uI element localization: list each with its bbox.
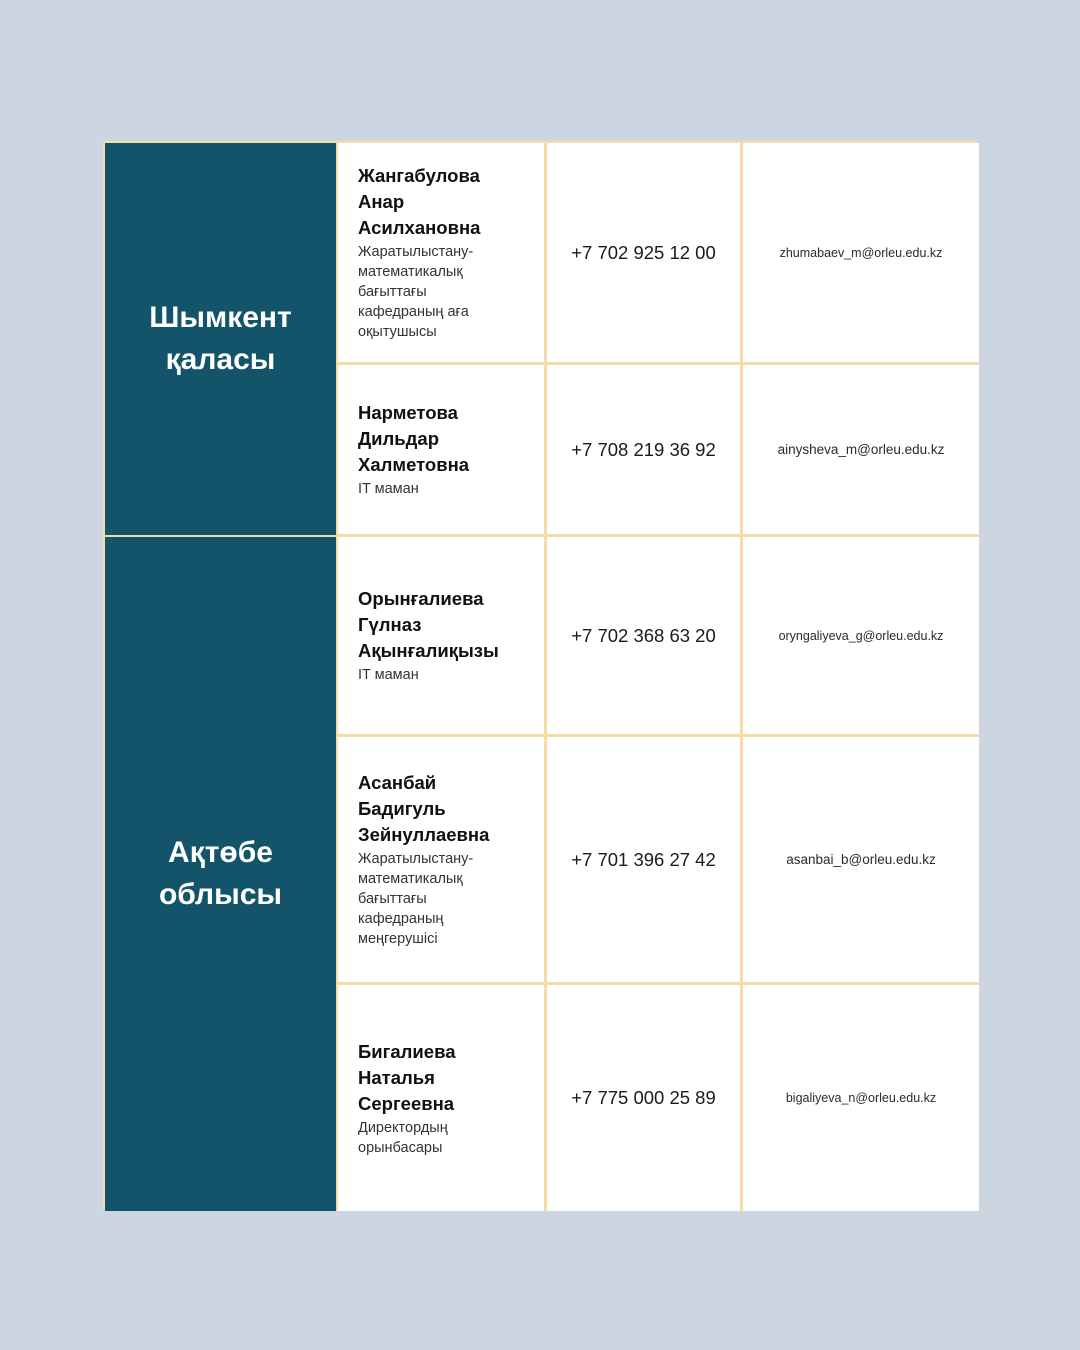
region-aktobe xyxy=(105,537,338,1211)
contact-email[interactable]: bigaliyeva_n@orleu.edu.kz xyxy=(743,985,979,1211)
contacts-table xyxy=(103,141,977,1209)
contact-name: Орынғалиева Гүлназ Ақынғалиқызы xyxy=(358,588,499,661)
contact-phone[interactable]: +7 775 000 25 89 xyxy=(547,985,743,1211)
contact-phone[interactable]: +7 708 219 36 92 xyxy=(547,365,743,537)
contact-email[interactable]: zhumabaev_m@orleu.edu.kz xyxy=(743,143,979,365)
contact-name: Асанбай Бадигуль Зейнуллаевна xyxy=(358,772,490,845)
contact-person-cell xyxy=(338,365,547,537)
region-label: Ақтөбе облысы xyxy=(158,836,283,911)
contact-person-cell xyxy=(338,985,547,1211)
region-shymkent xyxy=(105,143,338,537)
contact-role: Директордың орынбасары xyxy=(358,1119,448,1156)
contact-role: Жаратылыстану- математикалық бағыттағы кафедраның меңгерушісі xyxy=(358,851,474,947)
contact-name: Жангабулова Анар Асилхановна xyxy=(358,165,481,238)
contact-person-cell xyxy=(338,737,547,985)
contact-email[interactable]: oryngaliyeva_g@orleu.edu.kz xyxy=(743,537,979,737)
contact-email[interactable]: ainysheva_m@orleu.edu.kz xyxy=(743,365,979,537)
contact-name: Бигалиева Наталья Сергеевна xyxy=(358,1040,456,1114)
contact-role: IT маман xyxy=(358,481,419,497)
contact-role: Жаратылыстану- математикалық бағыттағы кафедраның аға оқытушысы xyxy=(358,244,474,340)
contact-email[interactable]: asanbai_b@orleu.edu.kz xyxy=(743,737,979,985)
contact-phone[interactable]: +7 701 396 27 42 xyxy=(547,737,743,985)
region-label: Шымкент қаласы xyxy=(149,301,292,376)
contact-person-cell xyxy=(338,537,547,737)
contact-phone[interactable]: +7 702 368 63 20 xyxy=(547,537,743,737)
contact-role: IT маман xyxy=(358,667,419,683)
contact-person-cell xyxy=(338,143,547,365)
contact-phone[interactable]: +7 702 925 12 00 xyxy=(547,143,743,365)
contact-name: Нарметова Дильдар Халметовна xyxy=(358,402,470,475)
